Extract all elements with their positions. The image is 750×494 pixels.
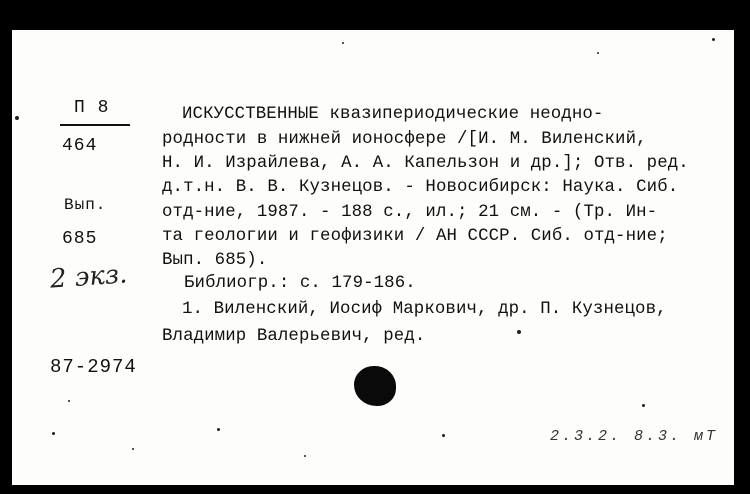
speck	[52, 432, 55, 435]
handwritten-copies-note: 2 экз.	[49, 259, 129, 295]
entry-line: та геологии и геофизики / АН СССР. Сиб. отд-ние;	[162, 227, 668, 246]
call-number-rule	[60, 124, 130, 126]
series-label: Вып.	[64, 196, 107, 214]
bibliography-note: Библиогр.: с. 179-186.	[184, 274, 416, 293]
entry-line: отд-ние, 1987. - 188 с., ил.; 21 см. - (Тр. Ин-	[162, 203, 658, 222]
speck	[132, 448, 134, 450]
speck	[68, 400, 70, 402]
speck	[217, 428, 220, 431]
entry-line: родности в нижней ионосфере /[И. М. Виленский,	[162, 130, 647, 149]
speck	[342, 42, 344, 44]
speck	[442, 434, 445, 437]
entry-line: Н. И. Израйлева, А. А. Капельзон и др.]; Отв. ред.	[162, 154, 689, 173]
entry-line: ИСКУССТВЕННЫЕ квазипериодические неодно-	[182, 105, 604, 124]
speck	[712, 38, 715, 41]
speck	[517, 330, 521, 334]
class-mark: П 8	[74, 98, 110, 118]
tracing-line: Владимир Валерьевич, ред.	[162, 327, 426, 346]
speck	[15, 116, 19, 120]
catalog-card	[12, 30, 734, 485]
speck	[597, 52, 599, 54]
date-stamp: 2.3.2. 8.3. мТ	[550, 428, 719, 445]
speck	[642, 404, 645, 407]
shelf-number: 464	[62, 136, 98, 156]
entry-line: Вып. 685).	[162, 251, 268, 270]
punch-hole	[354, 366, 396, 406]
speck	[304, 455, 306, 457]
tracing-line: 1. Виленский, Иосиф Маркович, др. П. Кузнецов,	[182, 300, 667, 319]
accession-number: 87-2974	[50, 356, 137, 378]
series-number: 685	[62, 229, 98, 249]
entry-line: д.т.н. В. В. Кузнецов. - Новосибирск: Наука. Сиб.	[162, 178, 679, 197]
